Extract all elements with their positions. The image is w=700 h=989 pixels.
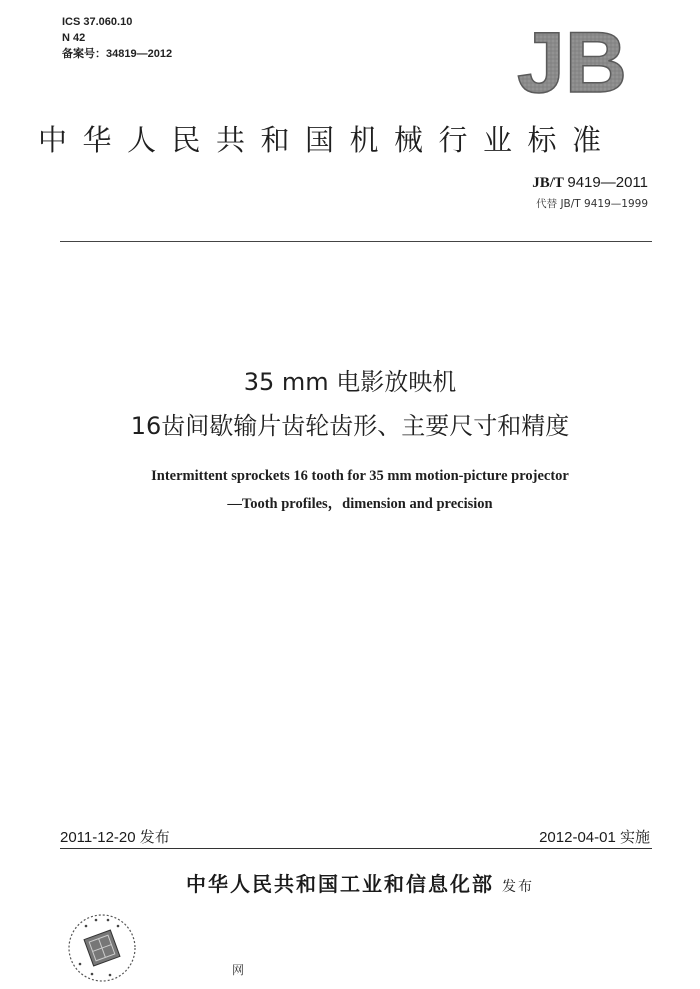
standard-number-value: 9419—2011 (567, 174, 648, 191)
jb-logo (492, 28, 652, 98)
title-en-line2: —Tooth profiles，dimension and precision (227, 496, 493, 512)
header-divider (60, 241, 652, 242)
footer-divider (60, 848, 652, 849)
title-cn-line1: 35 mm 电影放映机 (243, 368, 457, 396)
issue-date: 2011-12-20 发布 (60, 829, 170, 846)
title-en-line1: Intermittent sprockets 16 tooth for 35 mm motion-picture projector (151, 468, 569, 484)
publisher-suffix: 发布 (502, 879, 534, 895)
standard-number (532, 174, 648, 192)
ics-code: ICS 37.060.10 (62, 16, 133, 28)
record-number: 备案号：34819—2012 (62, 48, 173, 60)
ccs-code: N 42 (62, 32, 86, 44)
footer-mark: 网 (232, 963, 245, 977)
publisher-name: 中华人民共和国工业和信息化部 (186, 872, 494, 896)
seal-icon (66, 912, 138, 984)
replaces-note: 代替 JB/T 9419—1999 (536, 198, 648, 210)
title-cn-line2: 16齿间歇输片齿轮齿形、主要尺寸和精度 (130, 412, 570, 440)
publisher (0, 868, 700, 897)
logo-text: JB (517, 28, 627, 98)
standard-category: 中华人民共和国机械行业标准 (38, 123, 617, 157)
standard-number-prefix: JB/T (532, 175, 564, 191)
implementation-date: 2012-04-01 实施 (539, 829, 650, 846)
